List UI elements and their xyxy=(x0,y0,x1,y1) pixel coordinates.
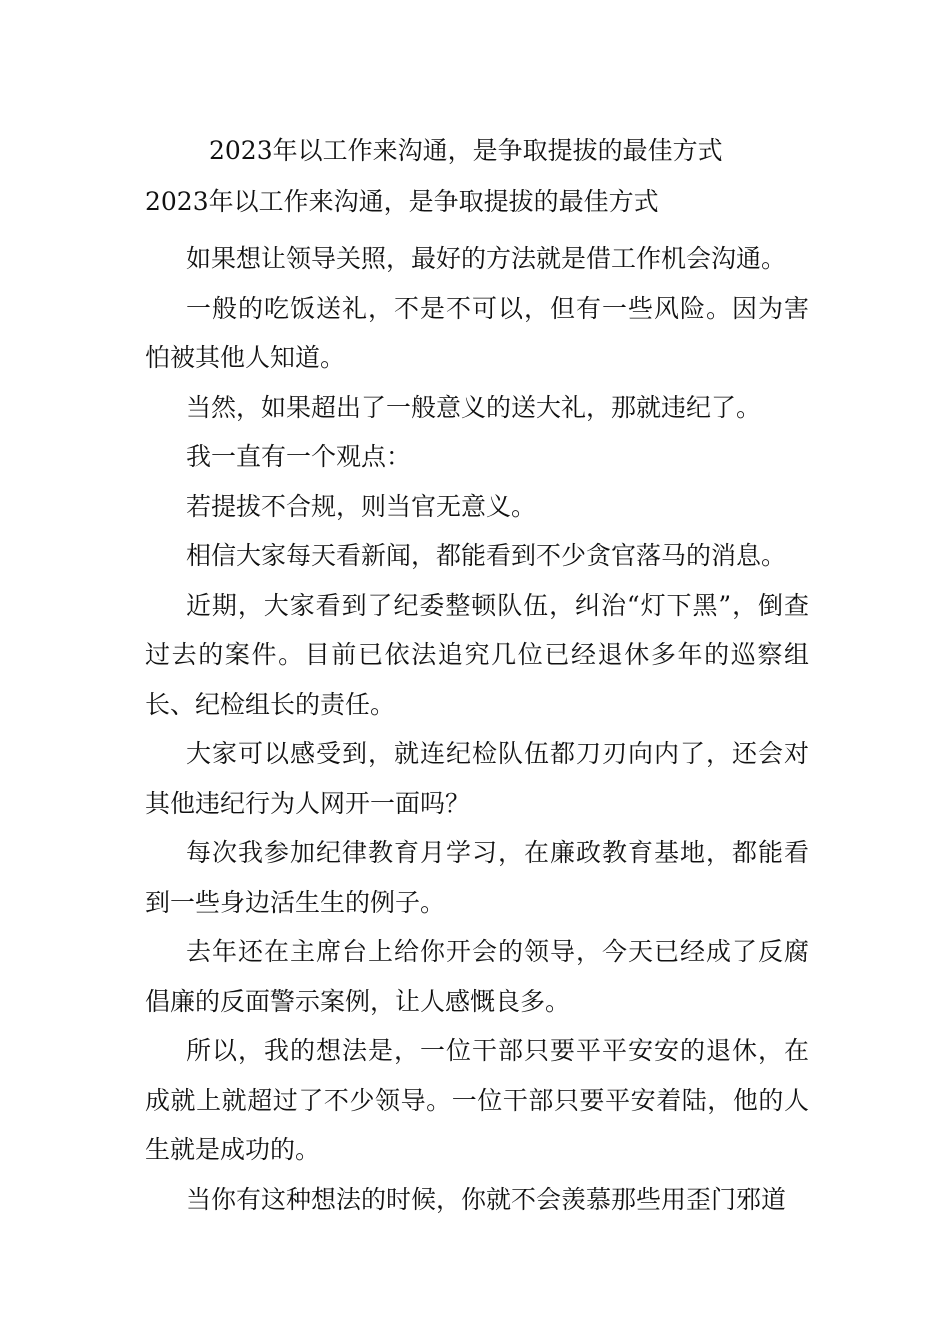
paragraph: 大家可以感受到，就连纪检队伍都刀刃向内了，还会对其他违纪行为人网开一面吗？ xyxy=(145,739,809,818)
paragraph: 一般的吃饭送礼，不是不可以，但有一些风险。因为害怕被其他人知道。 xyxy=(145,293,809,372)
paragraph: 近期，大家看到了纪委整顿队伍，纠治“灯下黑”，倒查过去的案件。目前已依法追究几位已经退休多年的巡察组长、纪检组长的责任。 xyxy=(145,590,809,719)
paragraph: 相信大家每天看新闻，都能看到不少贪官落马的消息。 xyxy=(186,541,787,570)
document-body xyxy=(145,234,809,1224)
document-content xyxy=(145,134,809,1224)
paragraph: 我一直有一个观点： xyxy=(186,442,412,471)
paragraph: 当你有这种想法的时候，你就不会羡慕那些用歪门邪道 xyxy=(186,1184,787,1214)
paragraph: 如果想让领导关照，最好的方法就是借工作机会沟通。 xyxy=(186,244,787,273)
paragraph: 若提拔不合规，则当官无意义。 xyxy=(186,491,537,521)
paragraph: 当然，如果超出了一般意义的送大礼，那就违纪了。 xyxy=(186,392,762,422)
paragraph: 所以，我的想法是，一位干部只要平平安安的退休，在成就上就超过了不少领导。一位干部只要平安着陆，他的人生就是成功的。 xyxy=(145,1036,809,1164)
document-subtitle: 2023年以工作来沟通，是争取提拔的最佳方式 xyxy=(145,187,659,216)
paragraph: 每次我参加纪律教育月学习，在廉政教育基地，都能看到一些身边活生生的例子。 xyxy=(145,838,809,917)
document-title: 2023年以工作来沟通，是争取提拔的最佳方式 xyxy=(209,136,723,165)
paragraph: 去年还在主席台上给你开会的领导，今天已经成了反腐倡廉的反面警示案例，让人感慨良多。 xyxy=(145,937,809,1016)
